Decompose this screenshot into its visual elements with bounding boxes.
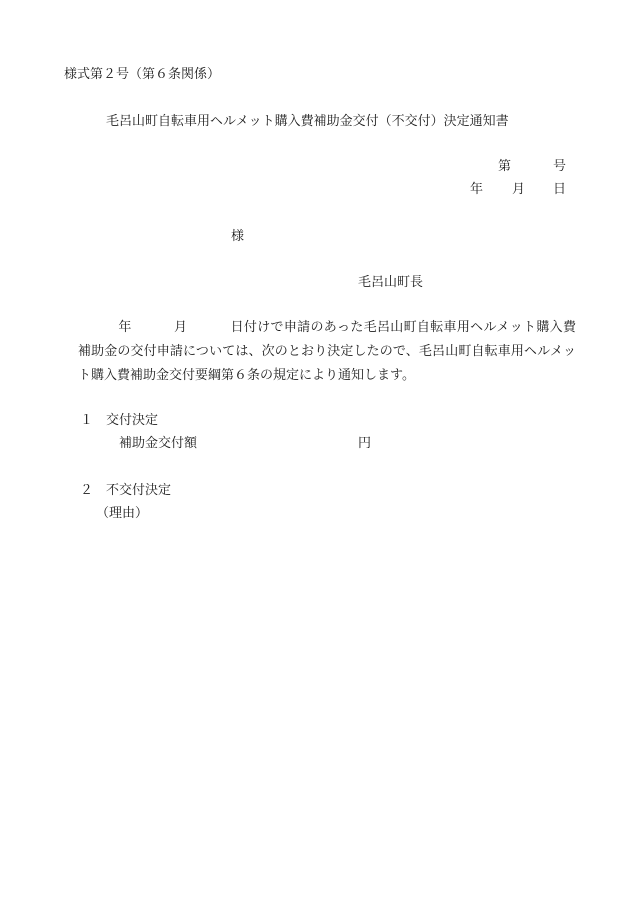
- body-year: 年: [118, 320, 132, 335]
- reason-label: （理由）: [96, 506, 149, 521]
- doc-number-dai: 第: [498, 159, 512, 174]
- section2-heading: 不交付決定: [106, 483, 172, 498]
- date-year: 年: [470, 182, 484, 197]
- amount-unit: 円: [358, 436, 372, 451]
- body-month: 月: [173, 320, 188, 335]
- document-title: 毛呂山町自転車用ヘルメット購入費補助金交付（不交付）決定通知書: [106, 114, 509, 129]
- date-day: 日: [553, 182, 567, 197]
- amount-label: 補助金交付額: [119, 436, 198, 451]
- section1-heading: 交付決定: [106, 413, 159, 428]
- form-number: 様式第２号（第６条関係）: [64, 67, 221, 82]
- body-text: 日付けで申請のあった毛呂山町自転車用ヘルメット購入費補助金の交付申請については、次のとおり決定したので、毛呂山町自転車用ヘルメット購入費補助金交付要綱第６条の規定により通知します。: [78, 320, 576, 383]
- section2-number: ２: [80, 483, 94, 498]
- doc-number-go: 号: [553, 159, 567, 174]
- recipient-suffix: 様: [231, 229, 245, 244]
- date-month: 月: [512, 182, 526, 197]
- issuer: 毛呂山町長: [358, 275, 424, 290]
- section1-number: １: [80, 413, 94, 428]
- body-paragraph: [78, 316, 576, 388]
